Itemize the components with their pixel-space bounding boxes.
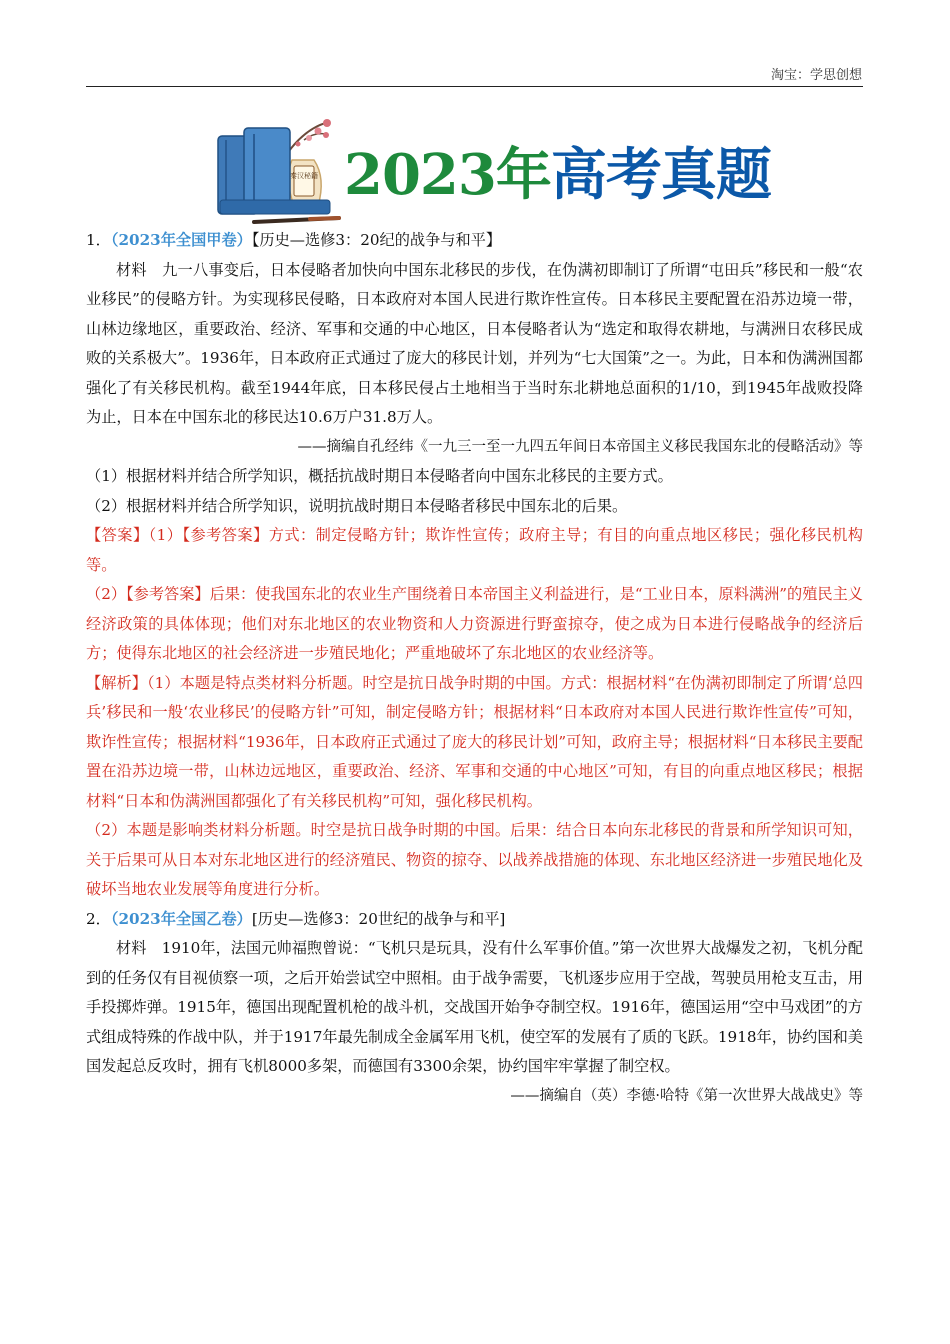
header-divider bbox=[86, 86, 863, 87]
question-1-material: 材料 九一八事变后，日本侵略者加快向中国东北移民的步伐，在伪满初即制订了所谓“屯田兵”移民和一般“农业移民”的侵略方针。为实现移民侵略，日本政府对本国人民进行欺诈性宣传。日本移民主要配置在沿苏边境一带，山林边缘地区，重要政治、经济、军事和交通的中心地区，日本侵略者认为“选定和取得农耕地，与满洲日农移民成败的关系极大”。1936年，日本政府正式通过了庞大的移民计划，并列为“七大国策”之一。为此，日本和伪满洲国都强化了有关移民机构。截至1944年底，日本移民侵占土地相当于当时东北耕地总面积的1/10，到1945年战败投降为止，日本在中国东北的移民达10.6万户31.8万人。 bbox=[86, 260, 863, 426]
question-1-analysis-2: （2）本题是影响类材料分析题。时空是抗日战争时期的中国。后果：结合日本向东北移民的背景和所学知识可知，关于后果可从日本对东北地区进行的经济殖民、物资的掠夺、以战养战措施的体现、东北地区经济进一步殖民地化及破坏当地农业发展等角度进行分析。 bbox=[86, 821, 863, 898]
page-title bbox=[344, 140, 771, 210]
question-1-answer-2: （2）【参考答案】后果：使我国东北的农业生产围绕着日本帝国主义利益进行，是“工业日本，原料满洲”的殖民主义经济政策的具体体现；他们对东北地区的农业物资和人力资源进行野蛮掠夺，使之成为日本进行侵略战争的经济后方；使得东北地区的社会经济进一步殖民地化；严重地破坏了东北地区的农业经济等。 bbox=[86, 585, 863, 662]
question-1-analysis-1: 【解析】（1）本题是特点类材料分析题。时空是抗日战争时期的中国。方式：根据材料“在伪满初即制定了所谓‘总四兵’移民和一般‘农业移民’的侵略方针”可知，制定侵略方针；根据材料“日本政府对本国人民进行欺诈性宣传”可知，欺诈性宣传；根据材料“1936年，日本政府正式通过了庞大的移民计划”可知，政府主导；根据材料“日本移民主要配置在沿苏边境一带，山林边远地区，重要政治、经济、军事和交通的中心地区”可知，有目的向重点地区移民；根据材料“日本和伪满洲国都强化了有关移民机构”可知，强化移民机构。 bbox=[86, 673, 863, 810]
question-1-citation: ——摘编自孔经纬《一九三一至一九四五年间日本帝国主义移民我国东北的侵略活动》等 bbox=[297, 438, 863, 455]
question-1-number: 1． bbox=[86, 231, 111, 249]
question-1-sub-1: （1）根据材料并结合所学知识，概括抗战时期日本侵略者向中国东北移民的主要方式。 bbox=[86, 467, 673, 485]
question-2-number: 2． bbox=[86, 909, 111, 928]
question-2-source: （2023年全国乙卷） bbox=[110, 909, 252, 928]
question-2-citation: ——摘编自（英）李德·哈特《第一次世界大战战史》等 bbox=[510, 1087, 863, 1104]
question-2-material: 材料 1910年，法国元帅福煦曾说：“飞机只是玩具，没有什么军事价值。”第一次世界大战爆发之初，飞机分配到的任务仅有目视侦察一项，之后开始尝试空中照相。由于战争需要，飞机逐步应用于空战，驾驶员用枪支互击，用手投掷炸弹。1915年，德国出现配置机枪的战斗机，交战国开始争夺制空权。1916年，德国运用“空中马戏团”的方式组成特殊的作战中队，并于1917年最先制成全金属军用飞机，使空军的发展有了质的飞跃。1918年，协约国和美国发起总反攻时，拥有飞机8000多架，而德国有3300余架，协约国牢牢掌握了制空权。 bbox=[86, 939, 863, 1075]
document-body bbox=[86, 226, 863, 1111]
title-text: 高考真题 bbox=[550, 142, 771, 208]
question-1-answer-1: 【答案】（1）【参考答案】方式：制定侵略方针；欺诈性宣传；政府主导；有目的向重点地区移民；强化移民机构等。 bbox=[86, 526, 863, 574]
question-1-source: （2023年全国甲卷） bbox=[110, 231, 252, 249]
question-1-sub-2: （2）根据材料并结合所学知识，说明抗战时期日本侵略者移民中国东北的后果。 bbox=[86, 496, 628, 515]
header-shop-text: 淘宝：学思创想 bbox=[770, 68, 862, 83]
book-label: 秦汉秘籍 bbox=[290, 172, 318, 180]
question-1-heading bbox=[86, 226, 863, 256]
title-year: 2023年 bbox=[344, 142, 551, 208]
question-1-topic: 【历史—选修3：20纪的战争与和平】 bbox=[251, 231, 502, 249]
question-2-topic: [历史—选修3：20世纪的战争与和平] bbox=[251, 909, 506, 928]
question-2-heading bbox=[86, 905, 863, 935]
